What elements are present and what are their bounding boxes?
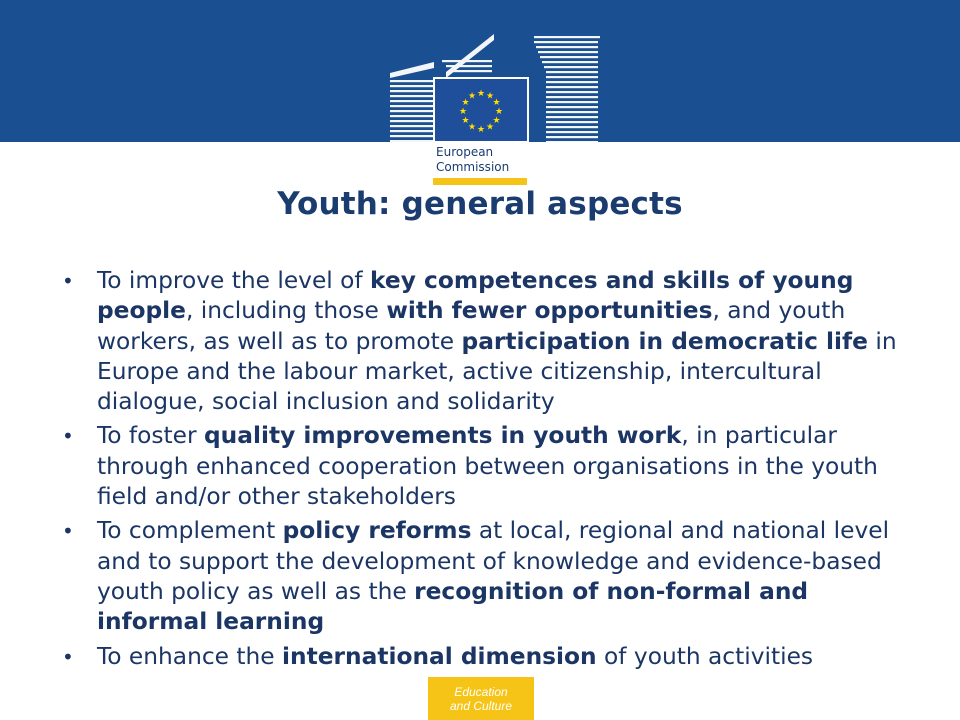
- bullet-text-bold: policy reforms: [282, 517, 472, 545]
- logo-line-1: European: [436, 145, 494, 159]
- footer-badge: [428, 677, 534, 720]
- bullet-text: To foster: [97, 422, 204, 450]
- footer-line-1: Education: [454, 684, 508, 699]
- bullet-dot-icon: •: [62, 519, 74, 544]
- page-title: Youth: general aspects: [277, 186, 683, 222]
- bullet-text: in Europe and the labour market, active citizenship, intercultural dialogue, social inclusion and solidarity: [97, 327, 897, 416]
- bullet-list: [58, 266, 918, 676]
- bullet-dot-icon: •: [62, 269, 74, 293]
- svg-text:★: ★: [494, 107, 504, 117]
- bullet-item: [58, 516, 918, 637]
- svg-text:★: ★: [485, 122, 495, 133]
- svg-text:★: ★: [485, 91, 495, 102]
- bullet-text-bold: key competences and skills of young people: [97, 267, 854, 325]
- logo-line-2: Commission: [436, 160, 510, 174]
- bullet-item: [58, 266, 918, 417]
- svg-text:★: ★: [476, 89, 486, 99]
- svg-text:★: ★: [492, 98, 501, 108]
- bullet-text: at local, regional and national level and to support the development of knowledge and evidence-based youth policy as well as the: [97, 517, 890, 605]
- svg-text:★: ★: [458, 107, 468, 117]
- bullet-text-bold: quality improvements in youth work: [203, 422, 682, 450]
- bullet-text: of youth activities: [596, 642, 814, 670]
- svg-text:★: ★: [492, 116, 501, 126]
- bullet-dot-icon: •: [62, 644, 74, 669]
- svg-text:★: ★: [461, 116, 470, 126]
- bullet-text-bold: with fewer opportunities: [386, 297, 713, 325]
- bullet-text: , in particular through enhanced cooperation between organisations in the youth field and/or other stakeholders: [97, 422, 878, 511]
- svg-text:★: ★: [461, 98, 470, 108]
- bullet-text: To complement: [97, 517, 283, 545]
- bullet-text: , including those: [185, 297, 387, 325]
- bullet-text-bold: recognition of non-formal and informal learning: [97, 577, 809, 636]
- logo-wordmark: [436, 145, 536, 175]
- logo-yellow-rule: [433, 178, 527, 185]
- bullet-text-bold: participation in democratic life: [461, 327, 868, 355]
- bullet-item: [58, 421, 918, 512]
- svg-text:★: ★: [476, 125, 486, 135]
- svg-text:★: ★: [467, 122, 477, 133]
- bullet-text-bold: international dimension: [282, 642, 597, 670]
- bullet-text: To enhance the: [97, 642, 283, 670]
- bullet-text: To improve the level of: [97, 267, 371, 294]
- bullet-item: [58, 642, 918, 672]
- footer-line-2: and Culture: [449, 698, 513, 713]
- bullet-dot-icon: •: [62, 424, 74, 449]
- svg-text:★: ★: [467, 91, 477, 102]
- bullet-text: , and youth workers, as well as to promote: [97, 297, 846, 355]
